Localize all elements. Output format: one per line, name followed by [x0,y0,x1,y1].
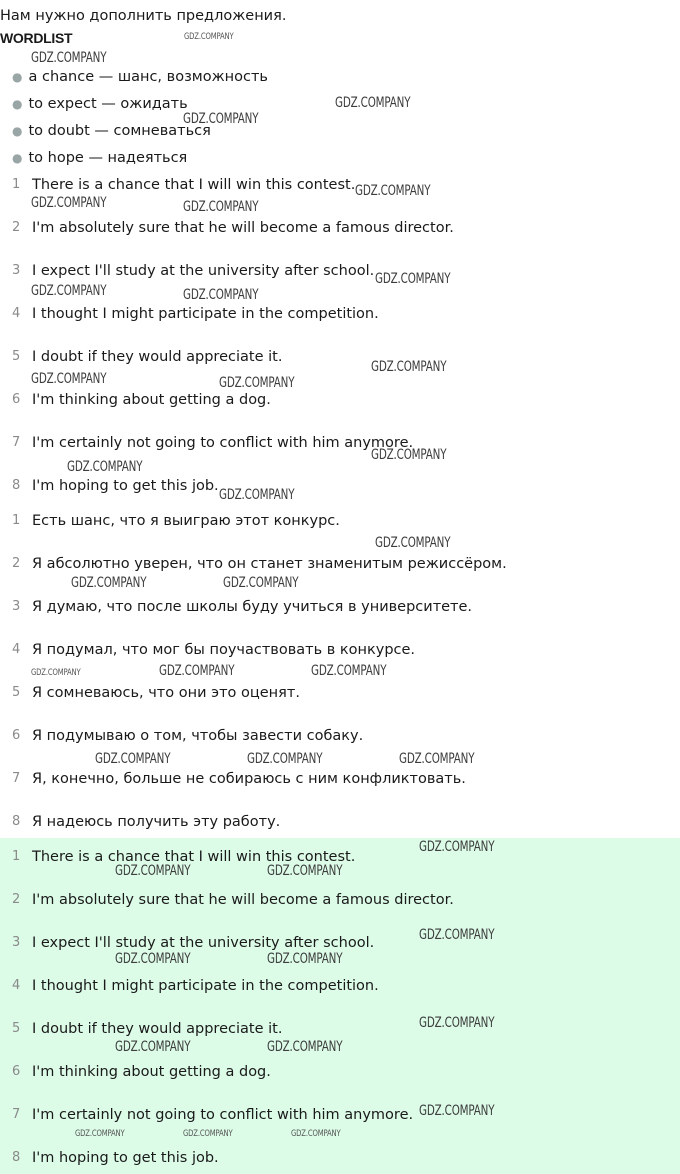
item-text: Есть шанс, что я выиграю этот конкурс. [32,513,340,529]
item-text: I doubt if they would appreciate it. [32,1021,283,1037]
item-text: I'm certainly not going to conflict with him anymore. [32,435,414,451]
watermark: GDZ.COMPANY [95,751,171,767]
item-number: 3 [12,263,21,278]
item-text: I'm absolutely sure that he will become a famous director. [32,892,454,908]
watermark: GDZ.COMPANY [371,447,447,463]
item-number: 4 [12,978,21,993]
wordlist-title: WORDLIST [0,30,73,46]
wordlist-item [12,148,187,168]
item-text: I thought I might participate in the competition. [32,306,379,322]
bullet-icon: ● [12,124,23,138]
item-number: 1 [12,177,21,192]
watermark: GDZ.COMPANY [311,663,387,679]
bullet-icon: ● [12,151,23,165]
item-number: 7 [12,435,21,450]
item-number: 2 [12,892,21,907]
item-number: 7 [12,1107,21,1122]
watermark: GDZ.COMPANY [375,271,451,287]
watermark: GDZ.COMPANY [419,839,495,855]
wordlist-item-text: to doubt — сомневаться [28,123,211,139]
watermark: GDZ.COMPANY [291,1129,341,1139]
watermark: GDZ.COMPANY [31,195,107,211]
item-text: I'm absolutely sure that he will become a famous director. [32,220,454,236]
item-text: I expect I'll study at the university after school. [32,263,375,279]
item-text: I expect I'll study at the university after school. [32,935,375,951]
item-number: 2 [12,556,21,571]
item-text: Я надеюсь получить эту работу. [32,814,281,830]
wordlist-item-text: a chance — шанс, возможность [28,69,268,85]
watermark: GDZ.COMPANY [31,371,107,387]
bullet-icon: ● [12,70,23,84]
watermark: GDZ.COMPANY [183,1129,233,1139]
watermark: GDZ.COMPANY [115,1039,191,1055]
watermark: GDZ.COMPANY [335,95,411,111]
item-number: 8 [12,478,21,493]
item-number: 4 [12,306,21,321]
item-text: Я думаю, что после школы буду учиться в университете. [32,599,473,615]
item-text: I'm certainly not going to conflict with him anymore. [32,1107,414,1123]
watermark: GDZ.COMPANY [115,951,191,967]
watermark: GDZ.COMPANY [267,863,343,879]
item-number: 5 [12,685,21,700]
watermark: GDZ.COMPANY [159,663,235,679]
item-text: I doubt if they would appreciate it. [32,349,283,365]
item-text: I thought I might participate in the competition. [32,978,379,994]
item-text: Я, конечно, больше не собираюсь с ним конфликтовать. [32,771,466,787]
wordlist-item-text: to expect — ожидать [28,96,188,112]
intro-text: Нам нужно дополнить предложения. [0,8,287,24]
item-number: 2 [12,220,21,235]
watermark: GDZ.COMPANY [75,1129,125,1139]
wordlist-item [12,67,268,87]
item-text: I'm hoping to get this job. [32,1150,219,1166]
watermark: GDZ.COMPANY [247,751,323,767]
item-text: I'm thinking about getting a dog. [32,1064,271,1080]
item-number: 3 [12,935,21,950]
watermark: GDZ.COMPANY [71,575,147,591]
item-number: 5 [12,1021,21,1036]
watermark: GDZ.COMPANY [371,359,447,375]
item-text: Я подумал, что мог бы поучаствовать в конкурсе. [32,642,416,658]
item-text: Я сомневаюсь, что они это оценят. [32,685,300,701]
watermark: GDZ.COMPANY [31,668,81,678]
watermark: GDZ.COMPANY [183,199,259,215]
item-number: 8 [12,814,21,829]
watermark: GDZ.COMPANY [183,111,259,127]
item-number: 1 [12,849,21,864]
watermark: GDZ.COMPANY [419,927,495,943]
watermark: GDZ.COMPANY [67,459,143,475]
item-text: There is a chance that I will win this contest. [32,849,356,865]
item-number: 3 [12,599,21,614]
watermark: GDZ.COMPANY [219,487,295,503]
watermark: GDZ.COMPANY [267,951,343,967]
watermark: GDZ.COMPANY [267,1039,343,1055]
item-number: 7 [12,771,21,786]
item-number: 6 [12,1064,21,1079]
watermark: GDZ.COMPANY [355,183,431,199]
item-number: 8 [12,1150,21,1165]
watermark: GDZ.COMPANY [115,863,191,879]
item-number: 4 [12,642,21,657]
item-text: Я абсолютно уверен, что он станет знаменитым режиссёром. [32,556,507,572]
watermark: GDZ.COMPANY [183,287,259,303]
watermark: GDZ.COMPANY [31,50,107,66]
wordlist-item-text: to hope — надеяться [28,150,188,166]
wordlist-item [12,121,211,141]
item-text: I'm thinking about getting a dog. [32,392,271,408]
item-number: 6 [12,392,21,407]
watermark: GDZ.COMPANY [219,375,295,391]
watermark: GDZ.COMPANY [223,575,299,591]
item-text: There is a chance that I will win this contest. [32,177,356,193]
item-number: 1 [12,513,21,528]
wordlist-item [12,94,188,114]
item-number: 6 [12,728,21,743]
watermark: GDZ.COMPANY [184,32,234,42]
watermark: GDZ.COMPANY [399,751,475,767]
watermark: GDZ.COMPANY [375,535,451,551]
watermark: GDZ.COMPANY [31,283,107,299]
bullet-icon: ● [12,97,23,111]
item-text: Я подумываю о том, чтобы завести собаку. [32,728,364,744]
item-number: 5 [12,349,21,364]
item-text: I'm hoping to get this job. [32,478,219,494]
watermark: GDZ.COMPANY [419,1103,495,1119]
watermark: GDZ.COMPANY [419,1015,495,1031]
